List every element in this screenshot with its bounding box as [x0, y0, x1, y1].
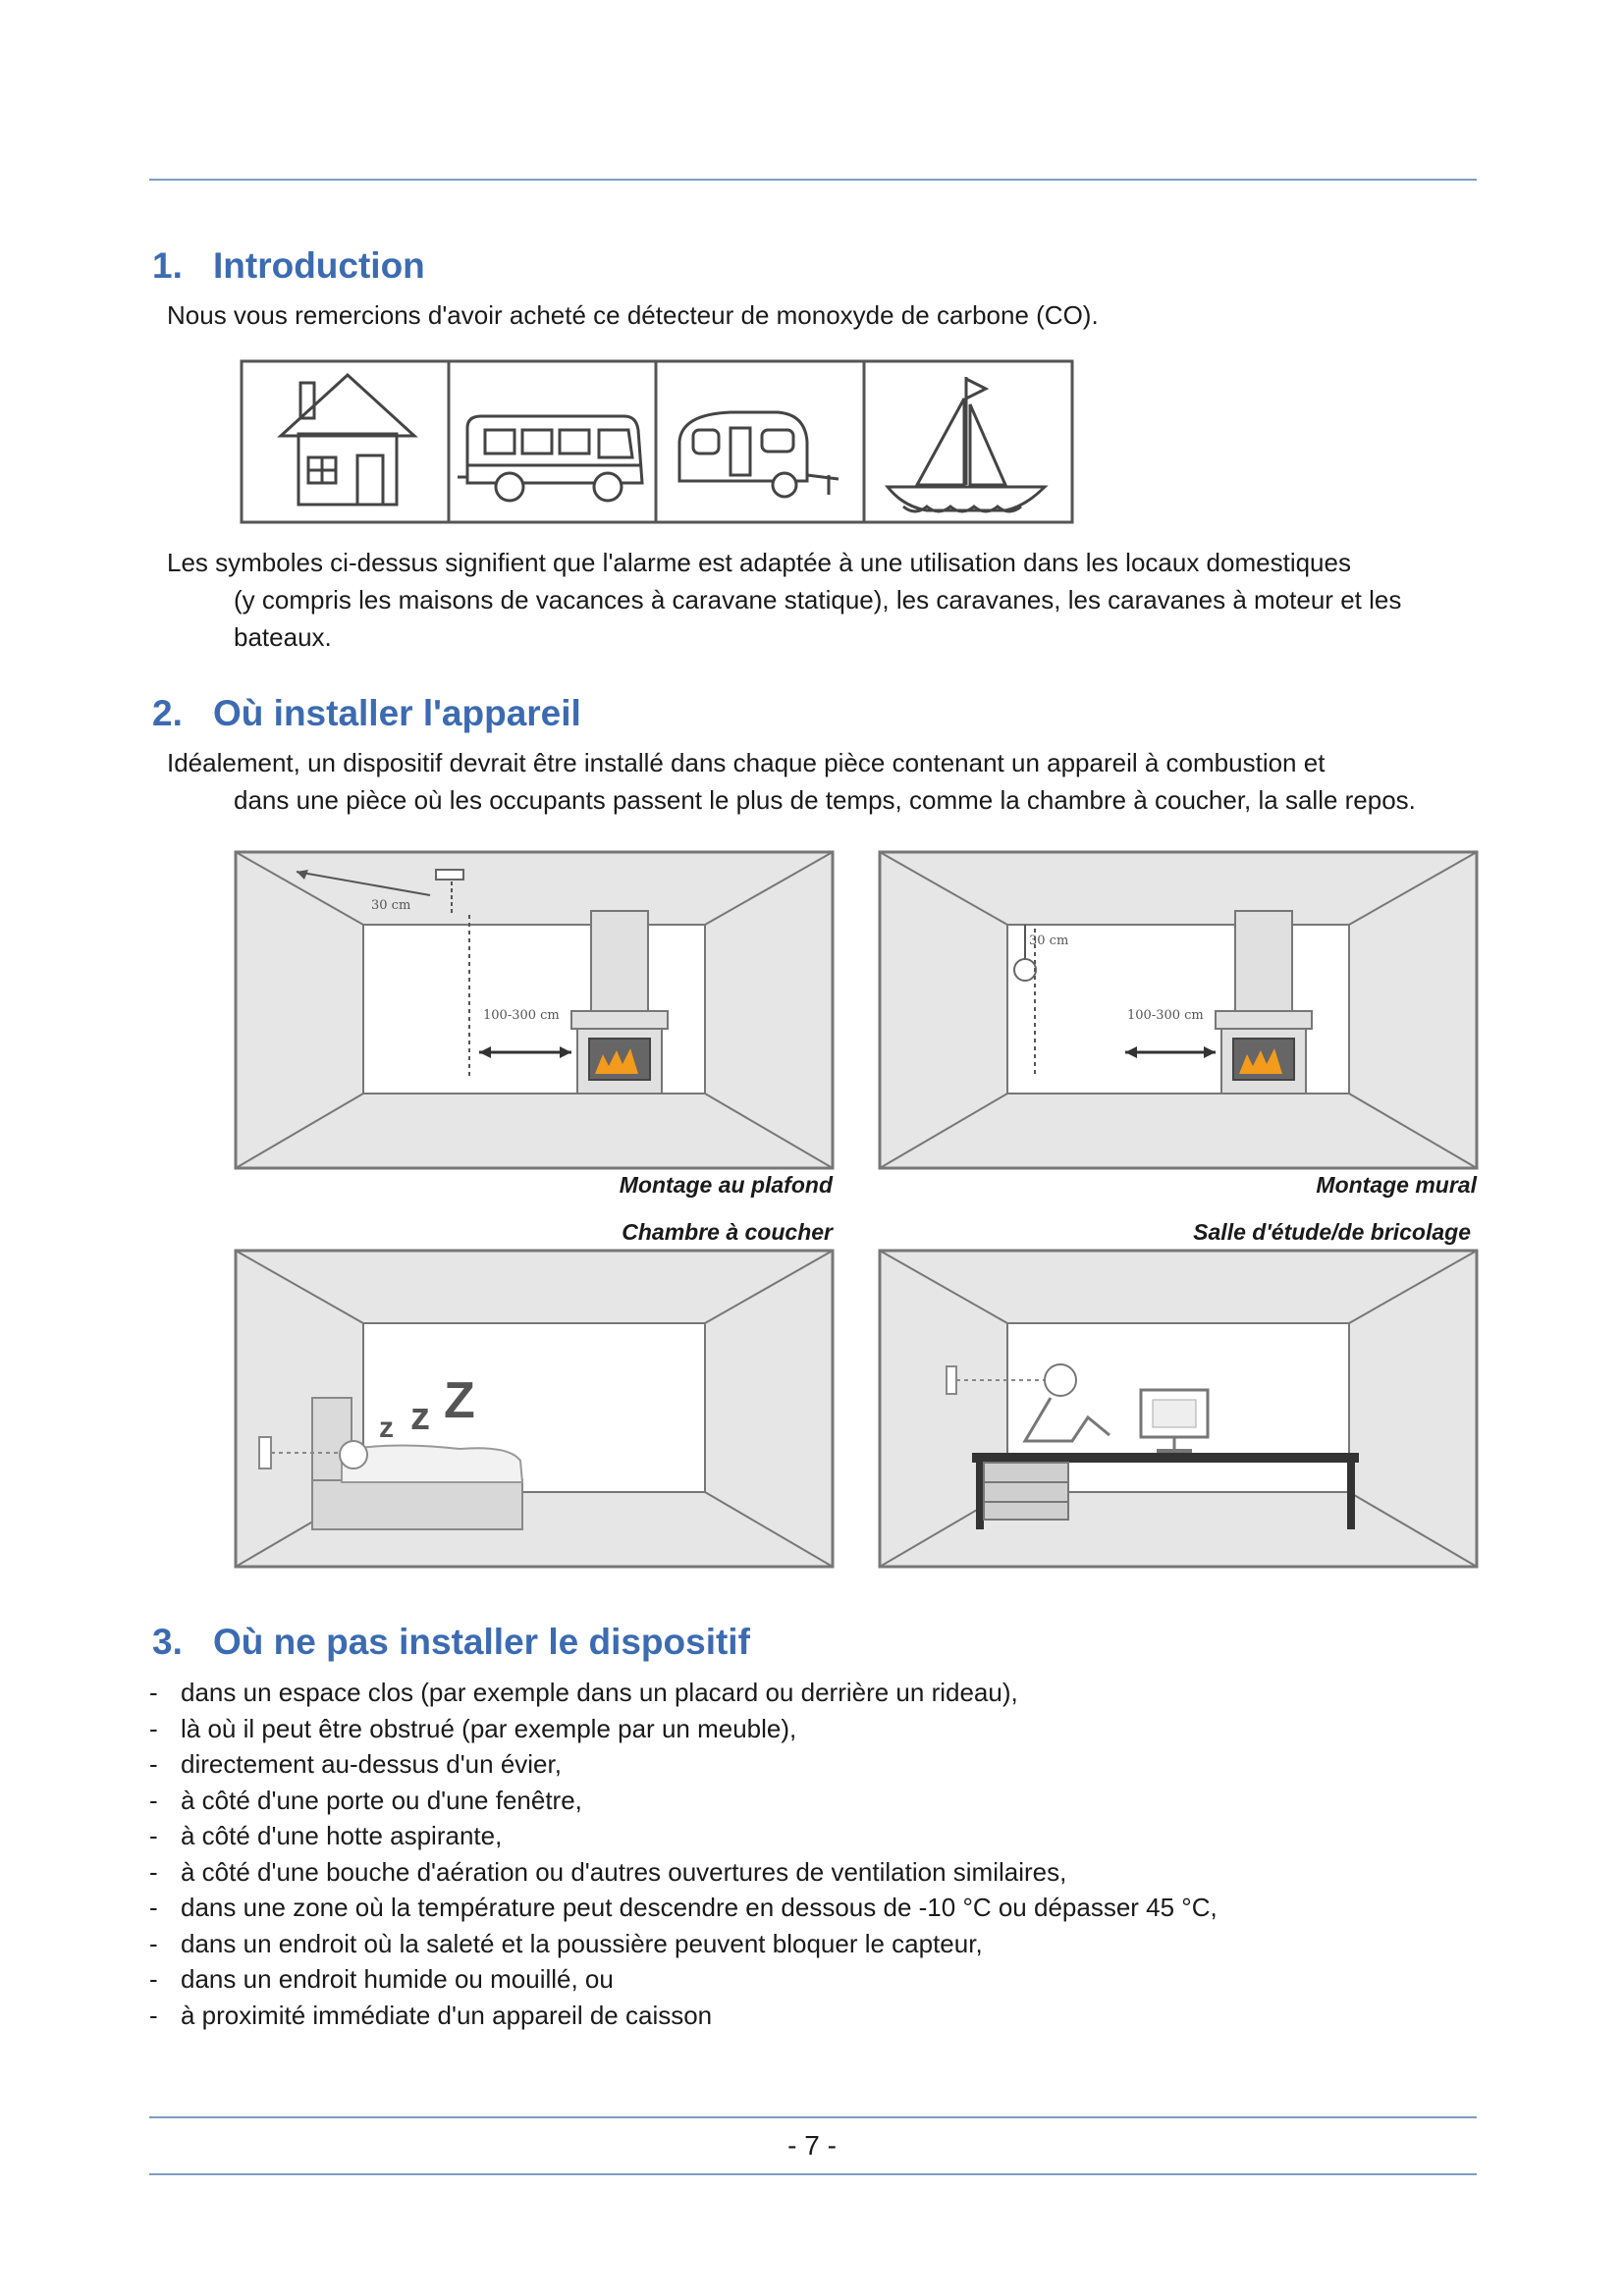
zzz-mid: z: [410, 1395, 430, 1438]
usage-symbols-strip: [240, 359, 1074, 524]
ceiling-mount-caption: Montage au plafond: [619, 1172, 833, 1198]
list-item: - à proximité immédiate d'un appareil de caisson: [149, 2000, 713, 2030]
where-text: Idéalement, un dispositif devrait être installé dans chaque pièce contenant un appareil à combustion et dans une pièce où les occupants passent le plus de temps, comme la chambre à coucher, la salle repos.: [167, 748, 1416, 815]
page-number: - 7 -: [787, 2130, 837, 2161]
list-item: - à côté d'une bouche d'aération ou d'autres ouvertures de ventilation similaires,: [149, 1856, 1067, 1887]
dimension-100-300-label: 100-300 cm: [483, 1008, 560, 1023]
list-item: - à côté d'une porte ou d'une fenêtre,: [149, 1785, 582, 1815]
bedroom-caption: Chambre à coucher: [622, 1219, 833, 1245]
study-caption: Salle d'étude/de bricolage: [1193, 1219, 1471, 1245]
zzz-big: Z: [444, 1372, 475, 1429]
dimension-30-label: 30 cm: [371, 898, 411, 913]
bedroom-figure: [234, 1249, 835, 1569]
section-2-heading: 2. Où installer l'appareil: [152, 693, 581, 733]
study-figure: [878, 1249, 1479, 1569]
wall-mount-figure: [878, 850, 1479, 1170]
zzz-small: z: [379, 1412, 394, 1444]
list-item: - dans un endroit où la saleté et la poussière peuvent bloquer le capteur,: [149, 1928, 983, 1958]
header-rule: [149, 179, 1477, 181]
list-item: - à côté d'une hotte aspirante,: [149, 1821, 503, 1850]
list-item: - directement au-dessus d'un évier,: [149, 1749, 562, 1779]
intro-text: Nous vous remercions d'avoir acheté ce détecteur de monoxyde de carbone (CO).: [167, 300, 1099, 330]
where-not-list: [149, 1675, 1218, 2033]
list-item: - dans une zone où la température peut descendre en dessous de -10 °C ou dépasser 45 °C,: [149, 1893, 1218, 1922]
section-3-heading: 3. Où ne pas installer le dispositif: [152, 1622, 750, 1662]
section-1-heading: 1. Introduction: [152, 245, 425, 286]
footer-rule-top: [149, 2116, 1477, 2118]
wall-mount-caption: Montage mural: [1316, 1172, 1477, 1198]
dimension-100-300-label: 100-300 cm: [1127, 1008, 1204, 1023]
symbols-explanation: Les symboles ci-dessus signifient que l'alarme est adaptée à une utilisation dans les locaux domestiques (y compris les maisons de vacances à caravane statique), les caravanes, les caravanes à moteur et les bateaux.: [167, 548, 1402, 652]
list-item: - dans un espace clos (par exemple dans un placard ou derrière un rideau),: [149, 1678, 1018, 1707]
footer-rule-bottom: [149, 2173, 1477, 2175]
dimension-30-label: 30 cm: [1029, 934, 1069, 948]
ceiling-mount-figure: [234, 850, 835, 1170]
list-item: - là où il peut être obstrué (par exemple par un meuble),: [149, 1713, 797, 1743]
list-item: - dans un endroit humide ou mouillé, ou: [149, 1964, 614, 1994]
